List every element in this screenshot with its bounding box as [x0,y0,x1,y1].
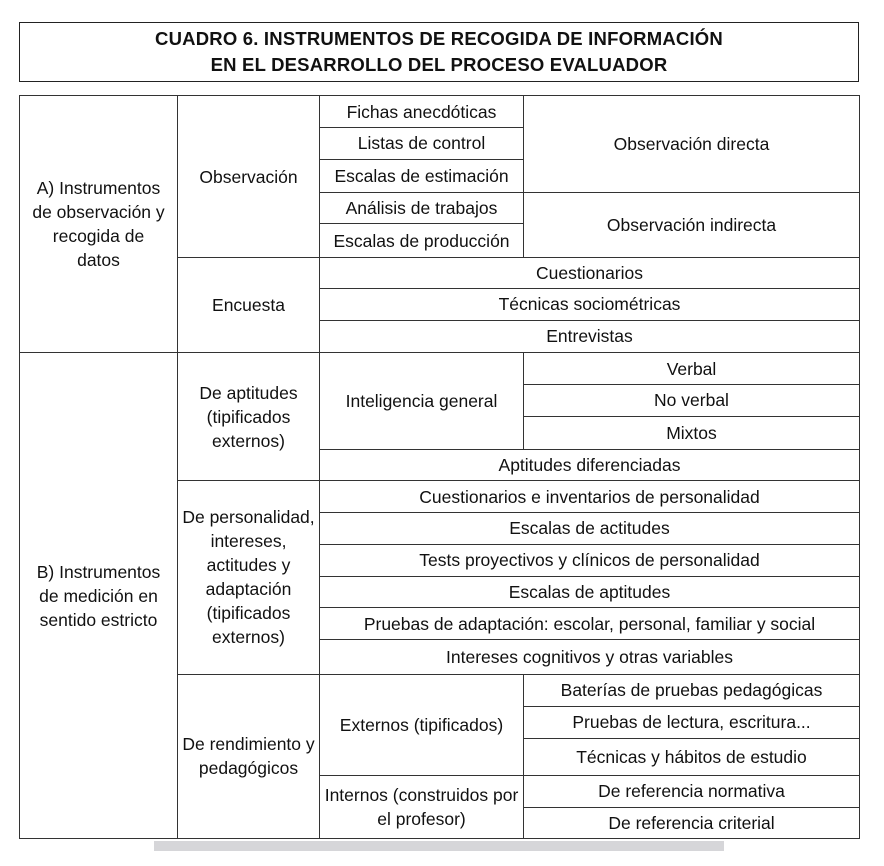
personalidad-item-3: Tests proyectivos y clínicos de personalidad [320,544,860,576]
observacion-item-5: Escalas de producción [320,224,524,258]
instruments-table [19,95,860,839]
title-line-2: EN EL DESARROLLO DEL PROCESO EVALUADOR [210,54,668,75]
encuesta-label: Encuesta [178,258,320,353]
inteligencia-general: Inteligencia general [320,353,524,450]
aptitudes-item-3: Mixtos [524,416,860,449]
internos-label: Internos (construidos por el profesor) [320,776,524,839]
aptitudes-item-2: No verbal [524,385,860,416]
observacion-item-2: Listas de control [320,128,524,159]
personalidad-item-1: Cuestionarios e inventarios de personalidad [320,481,860,513]
externos-item-2: Pruebas de lectura, escritura... [524,706,860,738]
title-line-1: CUADRO 6. INSTRUMENTOS DE RECOGIDA DE INFORMACIÓN [155,28,723,49]
externos-item-1: Baterías de pruebas pedagógicas [524,674,860,706]
encuesta-item-1: Cuestionarios [320,258,860,288]
aptitudes-label: De aptitudes (tipificados externos) [178,353,320,481]
internos-item-1: De referencia normativa [524,776,860,807]
observacion-item-3: Escalas de estimación [320,159,524,192]
page-bottom-bar [154,841,724,851]
encuesta-item-3: Entrevistas [320,320,860,352]
externos-item-3: Técnicas y hábitos de estudio [524,739,860,776]
table-title [19,22,859,82]
internos-item-2: De referencia criterial [524,807,860,838]
observacion-label: Observación [178,96,320,258]
encuesta-item-2: Técnicas sociométricas [320,288,860,320]
personalidad-item-2: Escalas de actitudes [320,513,860,544]
section-a-label: A) Instrumentos de observación y recogida de datos [20,96,178,353]
aptitudes-diferenciadas: Aptitudes diferenciadas [320,449,860,480]
observacion-item-1: Fichas anecdóticas [320,96,524,128]
aptitudes-item-1: Verbal [524,353,860,385]
externos-label: Externos (tipificados) [320,674,524,776]
personalidad-label: De personalidad, intereses, actitudes y adaptación (tipificados externos) [178,481,320,675]
observacion-item-4: Análisis de trabajos [320,192,524,223]
section-b-label: B) Instrumentos de medición en sentido estricto [20,353,178,839]
observacion-indirecta: Observación indirecta [524,192,860,258]
personalidad-item-4: Escalas de aptitudes [320,576,860,607]
observacion-directa: Observación directa [524,96,860,193]
personalidad-item-6: Intereses cognitivos y otras variables [320,640,860,674]
personalidad-item-5: Pruebas de adaptación: escolar, personal, familiar y social [320,608,860,640]
rendimiento-label: De rendimiento y pedagógicos [178,674,320,838]
